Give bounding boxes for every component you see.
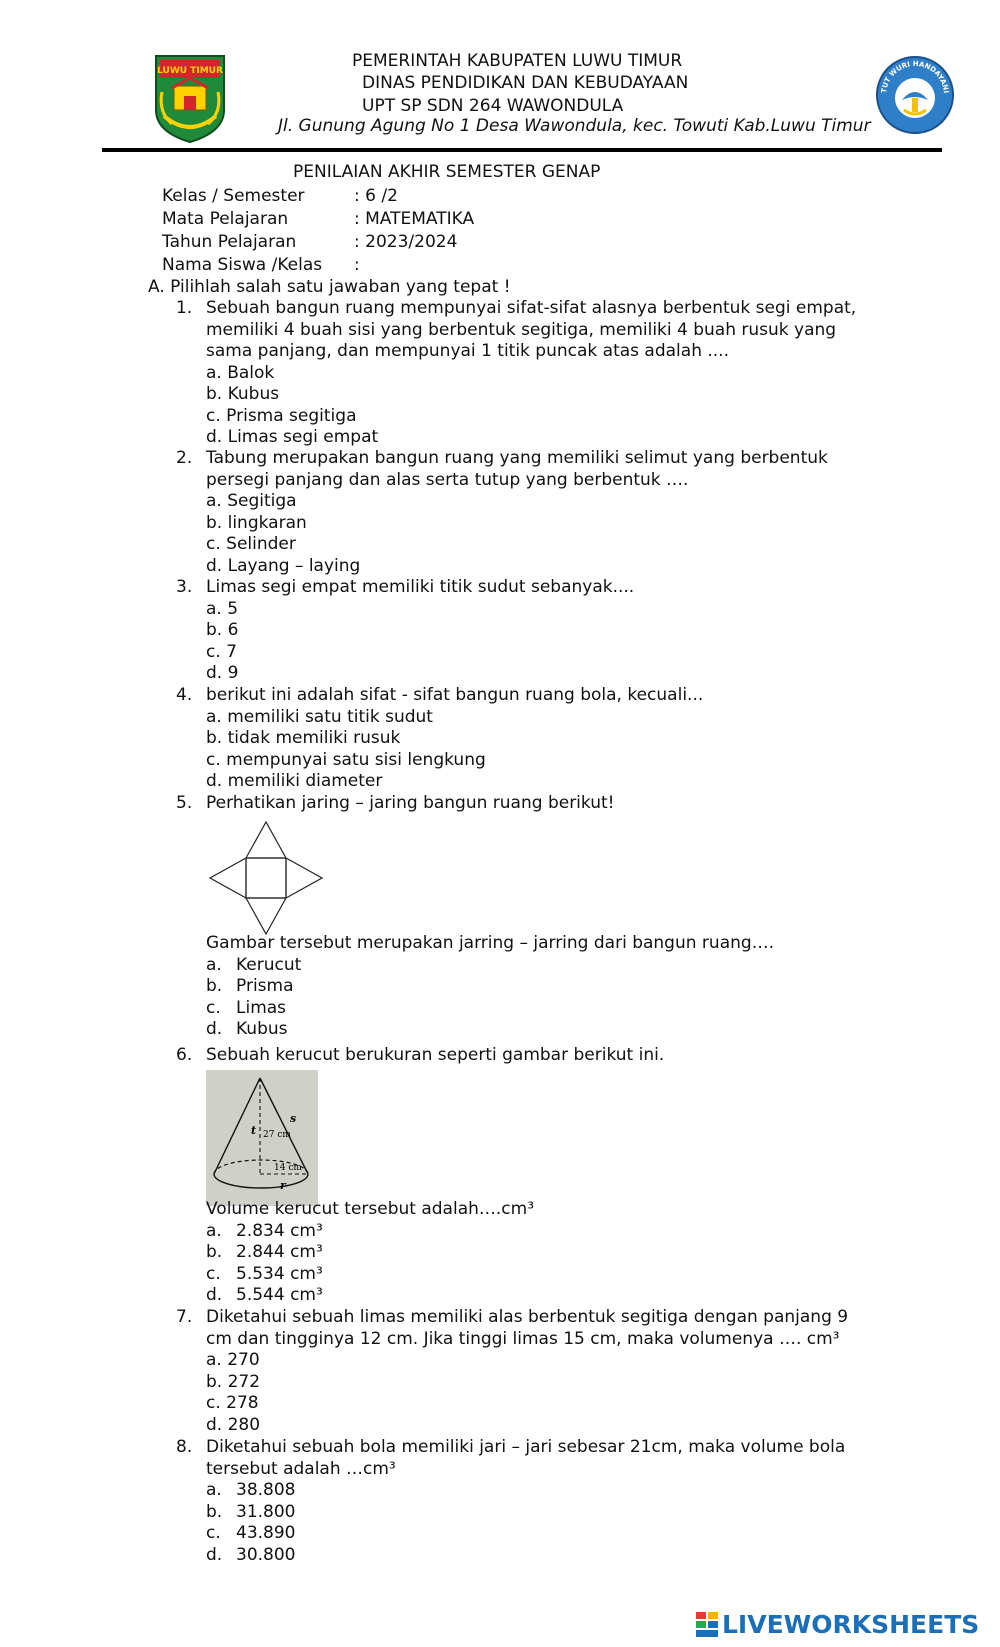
question-number: 3. [176, 577, 193, 597]
option-d[interactable]: d. 9 [206, 663, 239, 683]
question-text: berikut ini adalah sifat - sifat bangun ruang bola, kecuali... [206, 685, 704, 705]
question-text: Diketahui sebuah bola memiliki jari – jari sebesar 21cm, maka volume bola tersebut adalah …cm³ [206, 1437, 846, 1479]
question-7 [176, 1307, 876, 1436]
option-a[interactable]: a. 270 [206, 1350, 260, 1370]
header-school: UPT SP SDN 264 WAWONDULA [362, 96, 624, 116]
option-text: 2.834 cm³ [236, 1220, 323, 1241]
info-row-class [162, 186, 398, 206]
option-c[interactable]: c. 278 [206, 1393, 259, 1413]
cone-radius-label: 14 cm [274, 1163, 302, 1173]
option-text: 38.808 [236, 1480, 296, 1500]
option-key: b. [206, 976, 223, 996]
question-number: 1. [176, 298, 193, 318]
cone-r-label: r [280, 1179, 286, 1192]
info-row-year [162, 232, 457, 252]
question-6-answers [176, 1199, 876, 1307]
info-label: Nama Siswa /Kelas [162, 255, 323, 275]
header-address: Jl. Gunung Agung No 1 Desa Wawondula, kec. Towuti Kab.Luwu Timur [278, 116, 871, 136]
liveworksheets-watermark: LIVEWORKSHEETS [722, 1610, 980, 1639]
net-triangle-left [210, 858, 246, 898]
option-a[interactable] [206, 1480, 876, 1502]
info-row-subject [162, 209, 474, 229]
net-square-base [246, 858, 286, 898]
option-d[interactable]: d. memiliki diameter [206, 771, 383, 791]
option-text: Kubus [236, 1019, 288, 1039]
option-text: Prisma [236, 976, 294, 996]
option-b[interactable] [206, 976, 876, 998]
option-text: Limas [236, 997, 287, 1018]
option-key: a. [206, 1480, 222, 1500]
luwu-timur-logo [150, 52, 230, 148]
question-3 [176, 577, 876, 685]
option-text: 30.800 [236, 1544, 296, 1565]
info-value: : [354, 255, 360, 275]
question-text: Sebuah kerucut berukuran seperti gambar berikut ini. [206, 1045, 665, 1065]
header-divider [102, 148, 942, 152]
option-d[interactable]: d. Limas segi empat [206, 427, 379, 447]
option-a[interactable]: a. memiliki satu titik sudut [206, 706, 433, 727]
option-d[interactable] [206, 1285, 876, 1307]
option-b[interactable] [206, 1502, 876, 1524]
cone-figure [206, 1070, 318, 1210]
option-c[interactable]: c. 7 [206, 641, 237, 662]
option-d[interactable] [206, 1545, 876, 1567]
question-number: 6. [176, 1045, 193, 1065]
option-a[interactable] [206, 955, 876, 977]
option-b[interactable]: b. tidak memiliki rusuk [206, 728, 401, 748]
option-text: 5.534 cm³ [236, 1263, 323, 1284]
question-2 [176, 448, 876, 577]
option-c[interactable] [206, 998, 876, 1020]
option-c[interactable] [206, 1264, 876, 1286]
info-label: Mata Pelajaran [162, 209, 289, 229]
option-b[interactable]: b. 272 [206, 1371, 261, 1392]
option-a[interactable] [206, 1221, 876, 1243]
info-label: Kelas / Semester [162, 186, 305, 206]
left-logo-text: LUWU TIMUR [157, 66, 223, 76]
info-label: Tahun Pelajaran [162, 232, 297, 252]
cone-s-label: s [290, 1112, 297, 1125]
net-triangle-bottom [246, 898, 286, 934]
question-text: Limas segi empat memiliki titik sudut sebanyak.... [206, 577, 635, 597]
option-key: c. [206, 997, 221, 1018]
header-department: DINAS PENDIDIKAN DAN KEBUDAYAAN [362, 73, 689, 93]
question-8 [176, 1437, 876, 1566]
option-text: 43.890 [236, 1523, 296, 1543]
cone-t-label: t [251, 1124, 257, 1137]
option-b[interactable]: b. 6 [206, 620, 239, 640]
option-a[interactable]: a. Segitiga [206, 491, 297, 511]
exam-title: PENILAIAN AKHIR SEMESTER GENAP [293, 162, 601, 182]
pyramid-net-figure [208, 820, 324, 940]
question-number: 8. [176, 1437, 193, 1457]
question-number: 5. [176, 793, 193, 813]
question-number: 7. [176, 1307, 193, 1327]
right-logo-text: TUT WURI HANDAYANI [880, 59, 950, 94]
option-key: c. [206, 1523, 221, 1543]
option-key: a. [206, 954, 222, 975]
option-c[interactable] [206, 1523, 876, 1545]
option-c[interactable]: c. Selinder [206, 534, 296, 554]
option-key: d. [206, 1544, 223, 1565]
option-text: 2.844 cm³ [236, 1242, 323, 1262]
question-6 [176, 1045, 876, 1067]
option-a[interactable]: a. Balok [206, 362, 275, 383]
option-b[interactable] [206, 1242, 876, 1264]
option-key: d. [206, 1019, 223, 1039]
liveworksheets-logo-icon [696, 1612, 720, 1642]
option-text: 5.544 cm³ [236, 1285, 323, 1305]
option-key: a. [206, 1220, 222, 1241]
info-value: : MATEMATIKA [354, 209, 475, 229]
question-number: 2. [176, 448, 193, 468]
net-triangle-right [286, 858, 322, 898]
option-b[interactable]: b. lingkaran [206, 512, 307, 533]
question-subtext: Volume kerucut tersebut adalah….cm³ [206, 1199, 535, 1219]
option-a[interactable]: a. 5 [206, 598, 239, 619]
question-5 [176, 793, 876, 815]
question-number: 4. [176, 685, 193, 705]
question-text: Perhatikan jaring – jaring bangun ruang berikut! [206, 793, 615, 813]
header-government: PEMERINTAH KABUPATEN LUWU TIMUR [352, 51, 683, 71]
info-value: : 6 /2 [354, 186, 398, 206]
question-4 [176, 685, 876, 793]
question-text: Diketahui sebuah limas memiliki alas berbentuk segitiga dengan panjang 9 cm dan tingginya 12 cm. Jika tinggi limas 15 cm, maka volumenya …. cm³ [206, 1307, 849, 1349]
net-triangle-top [246, 822, 286, 858]
question-subtext: Gambar tersebut merupakan jarring – jarring dari bangun ruang…. [206, 933, 775, 953]
info-row-student [162, 255, 360, 275]
question-text: Tabung merupakan bangun ruang yang memiliki selimut yang berbentuk persegi panjang dan alas serta tutup yang berbentuk …. [206, 448, 828, 490]
question-text: Sebuah bangun ruang mempunyai sifat-sifat alasnya berbentuk segi empat, memiliki 4 buah sisi yang berbentuk segitiga, memiliki 4 buah rusuk yang sama panjang, dan mempunyai 1 titik puncak atas adalah .... [206, 298, 857, 361]
question-1 [176, 298, 876, 449]
info-value: : 2023/2024 [354, 232, 458, 252]
option-d[interactable]: d. Layang – laying [206, 555, 361, 576]
section-heading: A. Pilihlah salah satu jawaban yang tepat ! [148, 277, 511, 297]
option-key: b. [206, 1242, 223, 1262]
cone-height-label: 27 cm [263, 1130, 291, 1140]
option-text: 31.800 [236, 1501, 296, 1522]
option-text: Kerucut [236, 954, 302, 975]
tut-wuri-handayani-logo [874, 54, 956, 140]
option-b[interactable]: b. Kubus [206, 384, 280, 404]
option-key: c. [206, 1263, 221, 1284]
option-key: d. [206, 1285, 223, 1305]
option-c[interactable]: c. mempunyai satu sisi lengkung [206, 749, 486, 770]
option-d[interactable]: d. 280 [206, 1414, 261, 1435]
option-key: b. [206, 1501, 223, 1522]
option-d[interactable] [206, 1019, 876, 1041]
option-c[interactable]: c. Prisma segitiga [206, 405, 357, 426]
question-5-answers [176, 933, 876, 1041]
